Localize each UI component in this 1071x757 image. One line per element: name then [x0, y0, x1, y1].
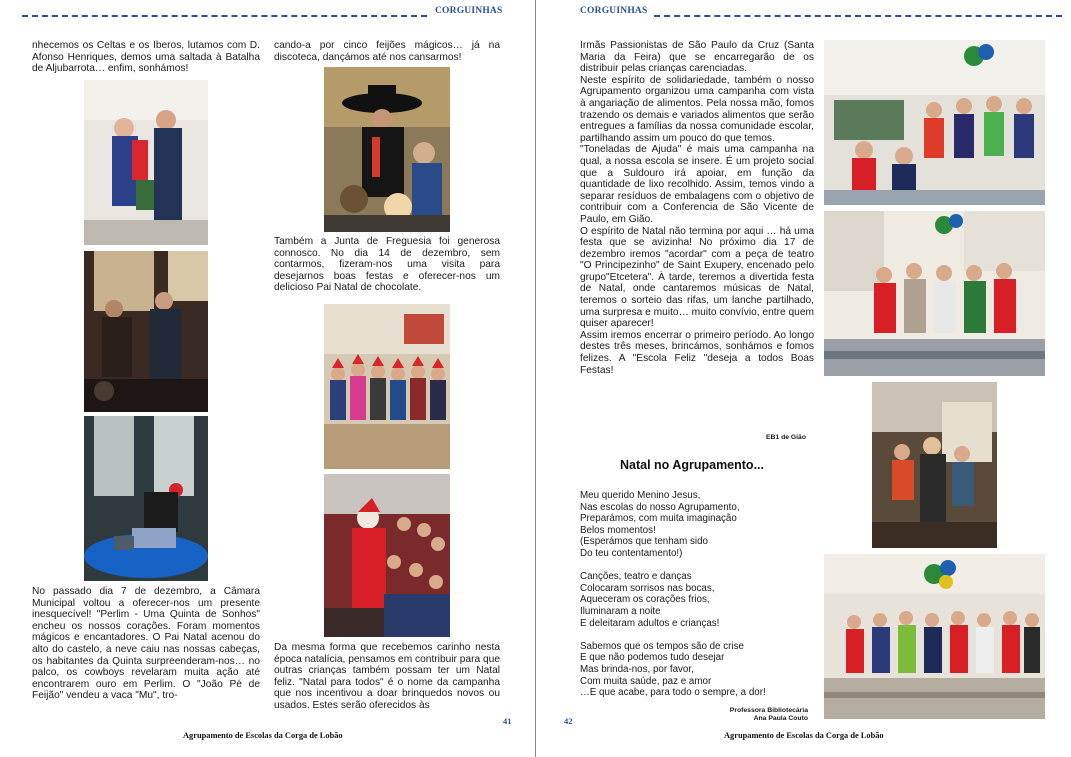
left-column-1-bottom	[32, 586, 260, 702]
header-title: CORGUINHAS	[580, 6, 648, 16]
poem-line: Belos momentos!	[580, 524, 656, 536]
photo-children-christmas-hats	[324, 304, 450, 469]
paragraph: No passado dia 7 de dezembro, a Câmara Municipal voltou a oferecer-nos um presente inesquecível! "Perlim - Uma Quinta de Sonhos" encheu os nossos corações. Foram momentos mágicos e encantadores. O Pai Natal acenou do alto do castelo, a neve caiu nas nossas cabeças, os habitantes da Quinta surpreenderam-nos… no palco, os cowboys revelaram muita ação até encontrarem ouro em Perlim. O "João Pé de Feijão" vendeu a vaca "Mu", tro-	[32, 586, 260, 702]
left-column-2-middle	[274, 236, 500, 294]
left-column-2-bottom	[274, 642, 500, 712]
photo-actors-scene	[84, 251, 208, 412]
photo-choir-christmas-hats	[824, 211, 1045, 376]
poem-line: Com muita saúde, paz e amor	[580, 675, 712, 687]
poem-line: Do teu contentamento!)	[580, 547, 683, 559]
header-dashed-line	[22, 15, 427, 17]
left-column-2-top	[274, 40, 500, 63]
poem-line: (Esperámos que tenham sido	[580, 536, 708, 548]
paragraph: "Toneladas de Ajuda" é mais uma campanha na qual, a nossa escola se insere. É um projeto social que a Suldouro irá apoiar, em função da quantidade de lixo recolhido. Assim, temos vindo a separar resíduos de embalagens com o objetivo de contribuir com a Conferencia de São Vicente de Paulo, em Gião.	[580, 144, 814, 225]
paragraph: Da mesma forma que recebemos carinho nesta época natalícia, pensamos em contribuir para que outras crianças também possam ter um Natal feliz. "Natal para todos" é o nome da campanha que nos incentivou a doar brinquedos novos ou usados. Estes serão oferecidos às	[274, 642, 500, 711]
poem-stanza	[580, 490, 814, 560]
poem-line: Nas escolas do nosso Agrupamento,	[580, 501, 740, 513]
footer: Agrupamento de Escolas da Corga de Lobão	[183, 731, 343, 740]
poem-line: Sabemos que os tempos são de crise	[580, 640, 744, 652]
left-page	[0, 0, 535, 757]
signature-role: Professora Bibliotecária	[729, 707, 808, 714]
paragraph: Também a Junta de Freguesia foi generosa connosco. No dia 14 de dezembro, sem contarmos, fizeram-nos uma visita para desejarnos boas festas e oferecer-nos um delicioso Pai Natal de chocolate.	[274, 236, 500, 294]
poem-line: Iluminaram a noite	[580, 605, 661, 617]
poem-line: Meu querido Menino Jesus,	[580, 490, 701, 501]
poem-line: Aqueceram os corações frios,	[580, 594, 710, 606]
poem-title: Natal no Agrupamento...	[620, 458, 764, 472]
paragraph: Neste espírito de solidariedade, também o nosso Agrupamento organizou uma campanha com vista à angariação de alimentos. Pela nossa mão, fomos trazendo os demais e variados alimentos que serão entregues a famílias da nossa comunidade escolar, partilhando assim um pouco do que temos.	[580, 74, 814, 144]
poem-line: Preparámos, com muita imaginação	[580, 513, 737, 525]
poem-line: Canções, teatro e danças	[580, 571, 692, 583]
poem-stanza	[580, 571, 814, 629]
poem	[580, 490, 814, 710]
poem-line: E que não podemos tudo desejar	[580, 652, 725, 664]
poem-line: E deleitaram adultos e crianças!	[580, 617, 720, 629]
right-text-column	[580, 40, 814, 376]
paragraph: Assim iremos encerrar o primeiro período. Ao longo destes três meses, brincámos, sonhámos e fomos felizes. A "Escola Feliz "deseja a todos Boas Festas!	[580, 329, 814, 376]
paragraph: O espírito de Natal não termina por aqui … há uma festa que se avizinha! No próximo dia 17 de dezembro iremos "acordar" com a peça de teatro "O Principezinho" de Saint Exupery, encenado pelo grupo"Etcetera". À tarde, teremos a divertida festa de Natal, onde cantaremos músicas de Natal, teremos o sorteio das rifas, um lanche partilhado, uma surpresa e muito… muito convívio, entre quem quiser aparecer!	[580, 225, 814, 330]
school-signature: EB1 de Gião	[765, 434, 806, 441]
photo-students-library	[872, 382, 997, 548]
photo-sombrero-character	[324, 67, 450, 232]
left-column-1-top	[32, 40, 260, 75]
paragraph: nhecemos os Celtas e os Iberos, lutamos com D. Afonso Henriques, demos uma saltada à Batalha de Aljubarrota… enfim, sonhámos!	[32, 40, 260, 75]
poem-signature	[696, 707, 808, 723]
photo-students-staircase	[824, 554, 1045, 719]
page-number: 41	[503, 716, 512, 726]
photo-theatre-history	[84, 80, 208, 245]
poem-stanza	[580, 641, 814, 699]
paragraph: cando-a por cinco feijões mágicos… já na discoteca, dançámos até nos cansarmos!	[274, 40, 500, 63]
photo-students-flute	[824, 40, 1045, 205]
footer: Agrupamento de Escolas da Corga de Lobão	[724, 731, 884, 740]
poem-line: Colocaram sorrisos nas bocas,	[580, 582, 715, 594]
signature-name: Ana Paula Couto	[753, 715, 808, 722]
header-title: CORGUINHAS	[435, 6, 503, 16]
poem-line: …E que acabe, para todo o sempre, a dor!	[580, 687, 766, 699]
right-page	[536, 0, 1071, 757]
photo-actor-blue-stage	[84, 416, 208, 581]
page-number: 42	[564, 716, 573, 726]
photo-santa-with-children	[324, 474, 450, 637]
paragraph: Irmãs Passionistas de São Paulo da Cruz (Santa Maria da Feira) que se encarregarão de os distribuir pelas crianças carenciadas.	[580, 40, 814, 75]
header-dashed-line	[654, 15, 1062, 17]
poem-line: Mas brinda-nos, por favor,	[580, 663, 694, 675]
